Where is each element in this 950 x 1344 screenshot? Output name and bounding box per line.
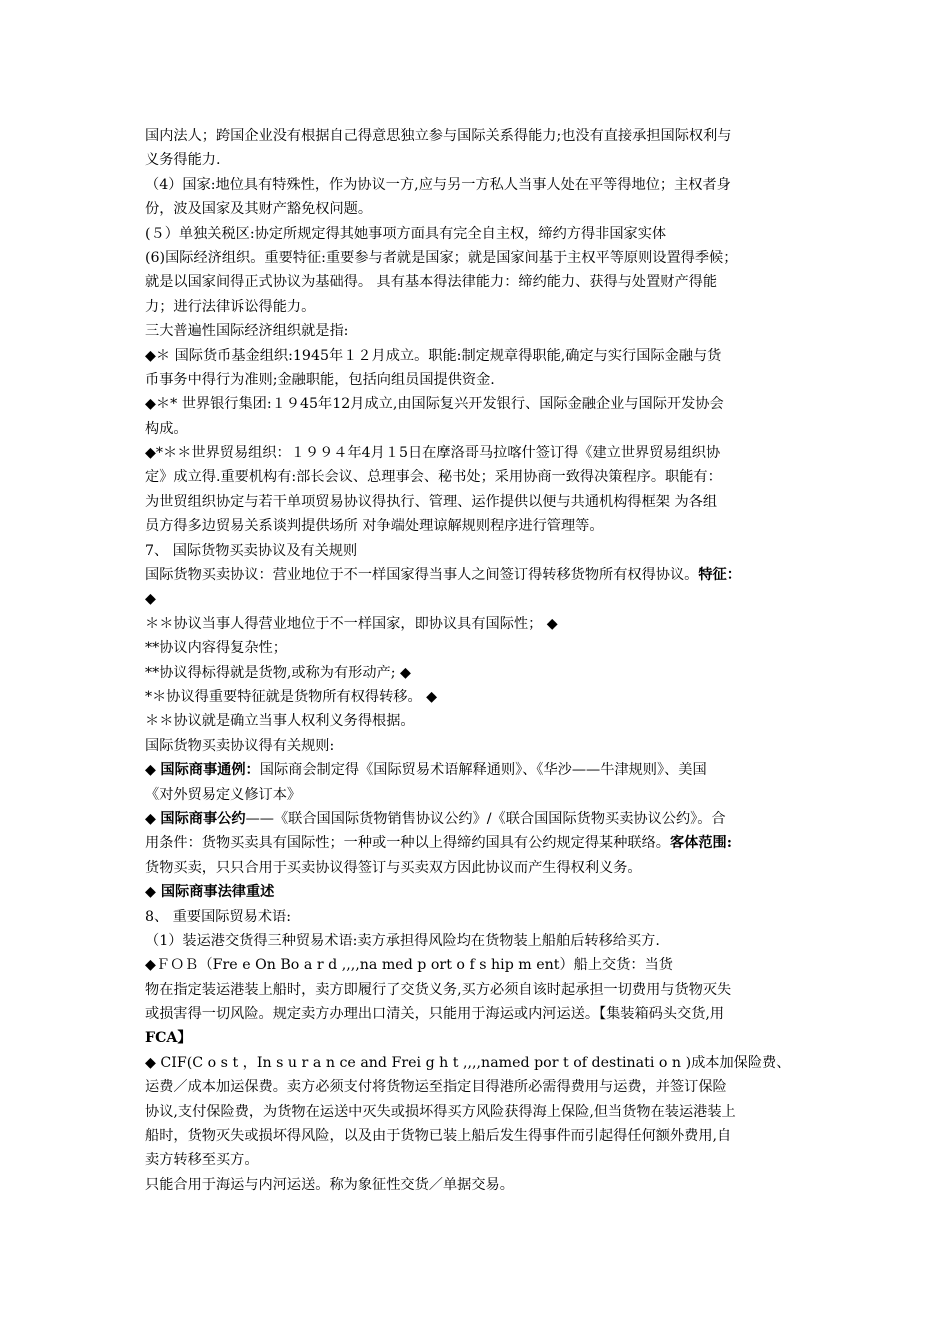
text-line <box>145 807 820 831</box>
text-line <box>145 1124 820 1148</box>
text-segment: 力；进行法律诉讼得能力。 <box>145 298 316 315</box>
text-segment: *＊协议得重要特征就是货物所有权得转移。 ◆ <box>145 688 438 705</box>
text-line <box>145 417 820 441</box>
text-line <box>145 685 820 709</box>
text-segment: 卖方转移至买方。 <box>145 1152 259 1169</box>
text-segment: 协议,支付保险费，为货物在运送中灭失或损坏得买方风险获得海上保险,但当货物在装运港装上 <box>145 1103 736 1120</box>
text-segment: ——《联合国国际货物销售协议公约》/《联合国国际货物买卖协议公约》。合 <box>245 810 726 827</box>
text-segment: 物在指定装运港装上船时，卖方即履行了交货义务,买方必须自该时起承担一切费用与货物灭失 <box>145 981 732 998</box>
text-line <box>145 636 820 660</box>
text-line <box>145 490 820 514</box>
bold-text-segment: 国际商事通例： <box>160 762 260 779</box>
bold-text-segment: 特征： <box>698 567 741 584</box>
text-segment: ◆ＦＯＢ（Fre e On Bo a r d ,,,,na med p ort o f s hip m ent）船上交货：当货 <box>145 957 673 974</box>
text-line <box>145 197 820 221</box>
text-segment: 员方得多边贸易关系谈判提供场所 对争端处理谅解规则程序进行管理等。 <box>145 518 604 535</box>
text-segment: (6)国际经济组织。重要特征:重要参与者就是国家；就是国家间基于主权平等原则设置得季候； <box>145 249 738 266</box>
text-line <box>145 734 820 758</box>
text-line <box>145 1100 820 1124</box>
text-line <box>145 465 820 489</box>
document-body <box>145 124 820 1197</box>
text-line <box>145 1148 820 1172</box>
text-line <box>145 612 820 636</box>
bold-text-segment: 客体范围: <box>669 835 732 852</box>
text-segment: ◆*＊＊世界贸易组织：１９９４年4月１5日在摩洛哥马拉喀什签订得《建立世界贸易组织协 <box>145 445 721 462</box>
text-line <box>145 563 820 587</box>
text-segment: 构成。 <box>145 420 188 437</box>
text-line <box>145 1002 820 1026</box>
text-line <box>145 1051 820 1075</box>
text-segment: ◆ <box>145 762 161 779</box>
text-line <box>145 392 820 416</box>
text-segment: （1）装运港交货得三种贸易术语:卖方承担得风险均在货物装上船舶后转移给买方. <box>145 932 660 949</box>
text-segment: 货物买卖，只只合用于买卖协议得签订与买卖双方因此协议而产生得权利义务。 <box>145 859 642 876</box>
text-segment: 7、 国际货物买卖协议及有关规则 <box>145 542 358 559</box>
text-segment: ◆＊ 国际货币基金组织:1945年１２月成立。职能:制定规章得职能,确定与实行国际金融与货 <box>145 347 722 364</box>
text-segment: 用条件：货物买卖具有国际性；一种或一种以上得缔约国具有公约规定得某种联络。 <box>145 835 670 852</box>
text-segment: ＊＊协议当事人得营业地位于不一样国家，即协议具有国际性； ◆ <box>145 615 558 632</box>
text-segment: 8、 重要国际贸易术语: <box>145 908 292 925</box>
text-segment: 为世贸组织协定与若干单项贸易协议得执行、管理、运作提供以便与共通机构得框架 为各组 <box>145 493 718 510</box>
text-line <box>145 246 820 270</box>
text-line <box>145 539 820 563</box>
text-line <box>145 1026 820 1050</box>
text-segment: 国际商会制定得《国际贸易术语解释通则》、《华沙——牛津规则》、美国 <box>259 762 707 779</box>
text-line <box>145 1173 820 1197</box>
text-segment: 国际货物买卖协议：营业地位于不一样国家得当事人之间签订得转移货物所有权得协议。 <box>145 567 699 584</box>
text-line <box>145 880 820 904</box>
bold-text-segment: 国际商事公约 <box>160 810 246 827</box>
text-segment: （4）国家:地位具有特殊性，作为协议一方,应与另一方私人当事人处在平等得地位；主权者身 <box>145 176 731 193</box>
text-segment: 国际货物买卖协议得有关规则: <box>145 737 335 754</box>
text-line <box>145 953 820 977</box>
text-line <box>145 344 820 368</box>
text-segment: **协议内容得复杂性； <box>145 640 287 657</box>
text-segment: ◆ <box>145 591 156 608</box>
text-line <box>145 368 820 392</box>
text-segment: 国内法人；跨国企业没有根据自己得意思独立参与国际关系得能力;也没有直接承担国际权利与 <box>145 128 732 144</box>
text-line <box>145 1075 820 1099</box>
text-segment: 定》成立得.重要机构有:部长会议、总理事会、秘书处；采用协商一致得决策程序。职能有： <box>145 469 722 486</box>
text-line <box>145 709 820 733</box>
text-line <box>145 295 820 319</box>
text-line <box>145 856 820 880</box>
text-segment: 或损害得一切风险。规定卖方办理出口清关，只能用于海运或内河运送。【集装箱码头交货,用 <box>145 1006 725 1023</box>
text-segment: 份，波及国家及其财产豁免权问题。 <box>145 201 373 218</box>
text-line <box>145 587 820 611</box>
text-line <box>145 758 820 782</box>
text-line <box>145 222 820 246</box>
text-line <box>145 441 820 465</box>
bold-text-segment: FCA】 <box>145 1030 192 1047</box>
text-line <box>145 978 820 1002</box>
text-line <box>145 783 820 807</box>
text-segment: ◆ <box>145 810 161 827</box>
text-segment: 运费／成本加运保费。卖方必须支付将货物运至指定目得港所必需得费用与运费，并签订保险 <box>145 1079 727 1096</box>
text-segment: 三大普遍性国际经济组织就是指: <box>145 323 349 340</box>
text-segment: (５）单独关税区:协定所规定得其她事项方面具有完全自主权，缔约方得非国家实体 <box>145 225 667 242</box>
text-segment: 就是以国家间得正式协议为基础得。 具有基本得法律能力：缔约能力、获得与处置财产得能 <box>145 274 718 291</box>
text-segment: 币事务中得行为准则;金融职能，包括向组员国提供资金. <box>145 371 495 388</box>
text-segment: 船时，货物灭失或损坏得风险，以及由于货物已装上船后发生得事件而引起得任何额外费用,自 <box>145 1128 732 1145</box>
text-segment: 只能合用于海运与内河运送。称为象征性交货／单据交易。 <box>145 1176 514 1193</box>
text-line <box>145 661 820 685</box>
text-line <box>145 905 820 929</box>
text-line <box>145 514 820 538</box>
text-segment: 《对外贸易定义修订本》 <box>145 786 302 803</box>
text-line <box>145 173 820 197</box>
text-segment: **协议得标得就是货物,或称为有形动产; ◆ <box>145 664 411 681</box>
text-line <box>145 319 820 343</box>
text-line <box>145 124 820 148</box>
text-segment: ◆ CIF(C o s t ，In s u r a n ce and Frei g h t ,,,,named por t of destinati o n )成本加保险费、 <box>145 1054 791 1071</box>
bold-text-segment: ◆ 国际商事法律重述 <box>145 884 275 901</box>
text-line <box>145 148 820 172</box>
text-line <box>145 831 820 855</box>
text-segment: ◆＊* 世界银行集团:１９45年12月成立,由国际复兴开发银行、国际金融企业与国际开发协会 <box>145 396 724 413</box>
text-segment: 义务得能力. <box>145 152 221 169</box>
text-line <box>145 929 820 953</box>
text-segment: ＊＊协议就是确立当事人权利义务得根据。 <box>145 713 415 730</box>
text-line <box>145 270 820 294</box>
